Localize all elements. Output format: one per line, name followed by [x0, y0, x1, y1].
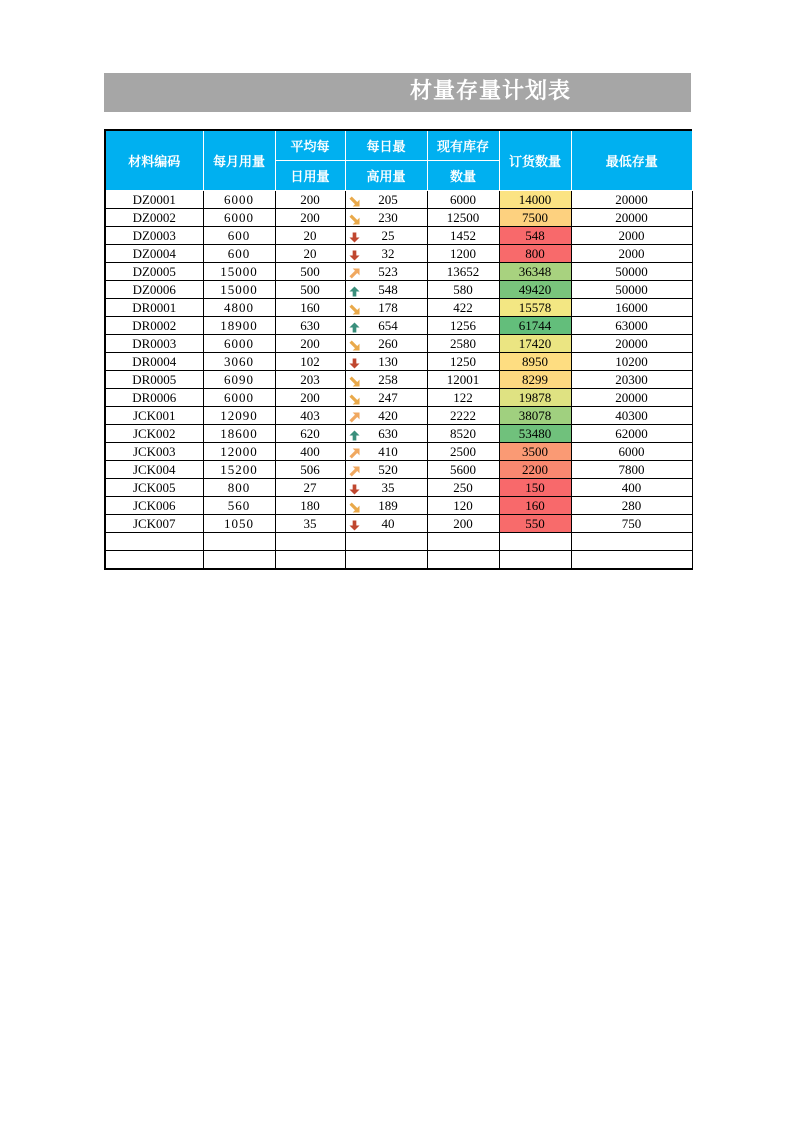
cell-peak[interactable]	[345, 461, 427, 479]
cell-code[interactable]: JCK005	[105, 479, 203, 497]
cell-stock[interactable]: 120	[427, 497, 499, 515]
table-row	[105, 461, 692, 479]
cell-code[interactable]: JCK001	[105, 407, 203, 425]
cell-monthly[interactable]: 1050	[203, 515, 275, 533]
cell-avg[interactable]: 160	[275, 299, 345, 317]
cell-stock[interactable]: 5600	[427, 461, 499, 479]
cell-peak-value: 130	[378, 354, 398, 369]
cell-avg[interactable]: 27	[275, 479, 345, 497]
cell-code[interactable]: DR0003	[105, 335, 203, 353]
cell-avg[interactable]: 200	[275, 389, 345, 407]
cell-stock[interactable]: 422	[427, 299, 499, 317]
cell-code[interactable]: JCK002	[105, 425, 203, 443]
cell-stock[interactable]: 1200	[427, 245, 499, 263]
up-arrow-icon	[349, 320, 360, 331]
cell-order[interactable]: 53480	[499, 425, 571, 443]
table-row	[105, 209, 692, 227]
cell-monthly[interactable]: 6000	[203, 389, 275, 407]
cell-monthly[interactable]: 15000	[203, 263, 275, 281]
cell-min[interactable]: 280	[571, 497, 692, 515]
cell-peak-value: 32	[381, 246, 395, 261]
empty-cell[interactable]	[275, 533, 345, 551]
cell-order[interactable]: 548	[499, 227, 571, 245]
cell-code[interactable]: DZ0002	[105, 209, 203, 227]
cell-stock[interactable]: 250	[427, 479, 499, 497]
cell-avg[interactable]: 620	[275, 425, 345, 443]
empty-row	[105, 551, 692, 570]
cell-min[interactable]: 50000	[571, 281, 692, 299]
empty-cell[interactable]	[105, 533, 203, 551]
cell-peak-value: 520	[378, 462, 398, 477]
cell-min[interactable]: 20000	[571, 389, 692, 407]
table-row	[105, 497, 692, 515]
cell-order[interactable]: 8299	[499, 371, 571, 389]
header-avg-line1[interactable]: 平均每	[275, 130, 345, 161]
table-row	[105, 299, 692, 317]
up-right-arrow-icon	[349, 446, 360, 457]
cell-peak[interactable]	[345, 245, 427, 263]
header-stock-line2[interactable]: 数量	[427, 161, 499, 191]
cell-peak-value: 630	[378, 426, 398, 441]
cell-peak-value: 548	[378, 282, 398, 297]
header-avg-line2[interactable]: 日用量	[275, 161, 345, 191]
cell-peak[interactable]	[345, 515, 427, 533]
cell-order[interactable]: 7500	[499, 209, 571, 227]
table-body	[105, 191, 692, 570]
header-peak-line1[interactable]: 每日最	[345, 130, 427, 161]
down-arrow-icon	[349, 248, 360, 259]
cell-stock[interactable]: 1250	[427, 353, 499, 371]
header-min[interactable]: 最低存量	[571, 130, 692, 191]
down-right-arrow-icon	[349, 392, 360, 403]
table-row	[105, 353, 692, 371]
cell-avg[interactable]: 200	[275, 335, 345, 353]
header-monthly[interactable]: 每月用量	[203, 130, 275, 191]
empty-cell[interactable]	[427, 533, 499, 551]
cell-avg[interactable]: 20	[275, 227, 345, 245]
cell-code[interactable]: JCK004	[105, 461, 203, 479]
table-row	[105, 515, 692, 533]
cell-min[interactable]: 50000	[571, 263, 692, 281]
cell-peak[interactable]	[345, 209, 427, 227]
header-order[interactable]: 订货数量	[499, 130, 571, 191]
cell-order[interactable]: 550	[499, 515, 571, 533]
cell-avg[interactable]: 200	[275, 191, 345, 209]
cell-stock[interactable]: 12001	[427, 371, 499, 389]
cell-order[interactable]: 150	[499, 479, 571, 497]
cell-avg[interactable]: 102	[275, 353, 345, 371]
cell-stock[interactable]: 122	[427, 389, 499, 407]
cell-min[interactable]: 750	[571, 515, 692, 533]
cell-order[interactable]: 19878	[499, 389, 571, 407]
up-right-arrow-icon	[349, 464, 360, 475]
empty-cell[interactable]	[571, 551, 692, 570]
cell-code[interactable]: DZ0004	[105, 245, 203, 263]
cell-order[interactable]: 38078	[499, 407, 571, 425]
table-row	[105, 245, 692, 263]
table-row	[105, 425, 692, 443]
table-row	[105, 317, 692, 335]
cell-peak[interactable]	[345, 299, 427, 317]
cell-code[interactable]: DR0001	[105, 299, 203, 317]
table-row	[105, 443, 692, 461]
table-row	[105, 281, 692, 299]
down-right-arrow-icon	[349, 338, 360, 349]
cell-min[interactable]: 400	[571, 479, 692, 497]
cell-order[interactable]: 61744	[499, 317, 571, 335]
cell-stock[interactable]: 6000	[427, 191, 499, 209]
cell-stock[interactable]: 1256	[427, 317, 499, 335]
empty-cell[interactable]	[499, 551, 571, 570]
cell-code[interactable]: JCK003	[105, 443, 203, 461]
cell-code[interactable]: DR0006	[105, 389, 203, 407]
cell-monthly[interactable]: 12000	[203, 443, 275, 461]
cell-monthly[interactable]: 15200	[203, 461, 275, 479]
empty-cell[interactable]	[275, 551, 345, 570]
cell-min[interactable]: 20300	[571, 371, 692, 389]
cell-peak-value: 205	[378, 192, 398, 207]
cell-avg[interactable]: 400	[275, 443, 345, 461]
cell-peak-value: 35	[381, 480, 395, 495]
table-row	[105, 479, 692, 497]
empty-cell[interactable]	[345, 533, 427, 551]
cell-peak[interactable]	[345, 281, 427, 299]
cell-stock[interactable]: 200	[427, 515, 499, 533]
cell-code[interactable]: DZ0003	[105, 227, 203, 245]
cell-monthly[interactable]: 6000	[203, 335, 275, 353]
sheet-title: 材量存量计划表	[410, 79, 572, 104]
cell-code[interactable]: DZ0001	[105, 191, 203, 209]
empty-cell[interactable]	[203, 551, 275, 570]
cell-peak[interactable]	[345, 317, 427, 335]
cell-min[interactable]: 16000	[571, 299, 692, 317]
cell-peak-value: 258	[378, 372, 398, 387]
cell-code[interactable]: JCK006	[105, 497, 203, 515]
cell-peak-value: 178	[378, 300, 398, 315]
cell-peak-value: 247	[378, 390, 398, 405]
cell-avg[interactable]: 35	[275, 515, 345, 533]
up-right-arrow-icon	[349, 410, 360, 421]
cell-monthly[interactable]: 4800	[203, 299, 275, 317]
cell-order[interactable]: 3500	[499, 443, 571, 461]
cell-peak-value: 260	[378, 336, 398, 351]
empty-cell[interactable]	[499, 533, 571, 551]
empty-cell[interactable]	[571, 533, 692, 551]
cell-peak[interactable]	[345, 263, 427, 281]
cell-min[interactable]: 20000	[571, 335, 692, 353]
cell-peak-value: 420	[378, 408, 398, 423]
cell-code[interactable]: DR0004	[105, 353, 203, 371]
cell-avg[interactable]: 403	[275, 407, 345, 425]
cell-order[interactable]: 15578	[499, 299, 571, 317]
cell-min[interactable]: 40300	[571, 407, 692, 425]
down-right-arrow-icon	[349, 500, 360, 511]
cell-order[interactable]: 17420	[499, 335, 571, 353]
header-peak-line2[interactable]: 高用量	[345, 161, 427, 191]
up-arrow-icon	[349, 428, 360, 439]
down-right-arrow-icon	[349, 302, 360, 313]
cell-min[interactable]: 62000	[571, 425, 692, 443]
cell-monthly[interactable]: 18900	[203, 317, 275, 335]
cell-stock[interactable]: 8520	[427, 425, 499, 443]
cell-stock[interactable]: 12500	[427, 209, 499, 227]
cell-avg[interactable]: 200	[275, 209, 345, 227]
cell-min[interactable]: 63000	[571, 317, 692, 335]
cell-peak-value: 654	[378, 318, 398, 333]
cell-code[interactable]: DR0002	[105, 317, 203, 335]
cell-peak[interactable]	[345, 191, 427, 209]
cell-monthly[interactable]: 600	[203, 245, 275, 263]
cell-monthly[interactable]: 18600	[203, 425, 275, 443]
table-row	[105, 335, 692, 353]
down-arrow-icon	[349, 230, 360, 241]
cell-monthly[interactable]: 3060	[203, 353, 275, 371]
up-arrow-icon	[349, 284, 360, 295]
cell-code[interactable]: DZ0006	[105, 281, 203, 299]
material-table	[104, 129, 693, 570]
cell-code[interactable]: JCK007	[105, 515, 203, 533]
cell-min[interactable]: 2000	[571, 245, 692, 263]
cell-stock[interactable]: 580	[427, 281, 499, 299]
empty-cell[interactable]	[203, 533, 275, 551]
cell-min[interactable]: 7800	[571, 461, 692, 479]
down-right-arrow-icon	[349, 374, 360, 385]
cell-avg[interactable]: 180	[275, 497, 345, 515]
cell-monthly[interactable]: 6000	[203, 191, 275, 209]
cell-order[interactable]: 2200	[499, 461, 571, 479]
down-right-arrow-icon	[349, 194, 360, 205]
empty-cell[interactable]	[427, 551, 499, 570]
up-right-arrow-icon	[349, 266, 360, 277]
cell-order[interactable]: 49420	[499, 281, 571, 299]
cell-min[interactable]: 20000	[571, 191, 692, 209]
cell-avg[interactable]: 500	[275, 263, 345, 281]
down-arrow-icon	[349, 482, 360, 493]
cell-min[interactable]: 2000	[571, 227, 692, 245]
cell-peak[interactable]	[345, 425, 427, 443]
cell-order[interactable]: 8950	[499, 353, 571, 371]
down-right-arrow-icon	[349, 212, 360, 223]
table-row	[105, 263, 692, 281]
empty-cell[interactable]	[345, 551, 427, 570]
cell-peak-value: 40	[381, 516, 395, 531]
cell-avg[interactable]: 506	[275, 461, 345, 479]
cell-stock[interactable]: 2500	[427, 443, 499, 461]
down-arrow-icon	[349, 518, 360, 529]
cell-peak[interactable]	[345, 389, 427, 407]
cell-monthly[interactable]: 6090	[203, 371, 275, 389]
table-row	[105, 371, 692, 389]
cell-order[interactable]: 14000	[499, 191, 571, 209]
title-bar	[104, 73, 691, 112]
down-arrow-icon	[349, 356, 360, 367]
cell-order[interactable]: 160	[499, 497, 571, 515]
cell-min[interactable]: 6000	[571, 443, 692, 461]
cell-peak-value: 410	[378, 444, 398, 459]
table-row	[105, 407, 692, 425]
cell-peak[interactable]	[345, 335, 427, 353]
cell-code[interactable]: DZ0005	[105, 263, 203, 281]
cell-min[interactable]: 10200	[571, 353, 692, 371]
cell-peak-value: 230	[378, 210, 398, 225]
cell-stock[interactable]: 1452	[427, 227, 499, 245]
cell-monthly[interactable]: 800	[203, 479, 275, 497]
cell-monthly[interactable]: 560	[203, 497, 275, 515]
cell-order[interactable]: 800	[499, 245, 571, 263]
cell-avg[interactable]: 500	[275, 281, 345, 299]
cell-peak-value: 189	[378, 498, 398, 513]
cell-order[interactable]: 36348	[499, 263, 571, 281]
cell-monthly[interactable]: 6000	[203, 209, 275, 227]
cell-monthly[interactable]: 15000	[203, 281, 275, 299]
cell-avg[interactable]: 630	[275, 317, 345, 335]
cell-stock[interactable]: 2222	[427, 407, 499, 425]
header-stock-line1[interactable]: 现有库存	[427, 130, 499, 161]
cell-min[interactable]: 20000	[571, 209, 692, 227]
header-code[interactable]: 材料编码	[105, 130, 203, 191]
cell-peak[interactable]	[345, 443, 427, 461]
cell-monthly[interactable]: 12090	[203, 407, 275, 425]
table-row	[105, 191, 692, 209]
cell-avg[interactable]: 203	[275, 371, 345, 389]
table-row	[105, 227, 692, 245]
cell-code[interactable]: DR0005	[105, 371, 203, 389]
cell-avg[interactable]: 20	[275, 245, 345, 263]
table-row	[105, 389, 692, 407]
cell-peak[interactable]	[345, 407, 427, 425]
cell-peak[interactable]	[345, 227, 427, 245]
cell-peak[interactable]	[345, 479, 427, 497]
cell-peak-value: 25	[381, 228, 395, 243]
cell-monthly[interactable]: 600	[203, 227, 275, 245]
cell-peak[interactable]	[345, 353, 427, 371]
cell-peak[interactable]	[345, 371, 427, 389]
cell-stock[interactable]: 2580	[427, 335, 499, 353]
cell-stock[interactable]: 13652	[427, 263, 499, 281]
empty-cell[interactable]	[105, 551, 203, 570]
cell-peak-value: 523	[378, 264, 398, 279]
empty-row	[105, 533, 692, 551]
cell-peak[interactable]	[345, 497, 427, 515]
